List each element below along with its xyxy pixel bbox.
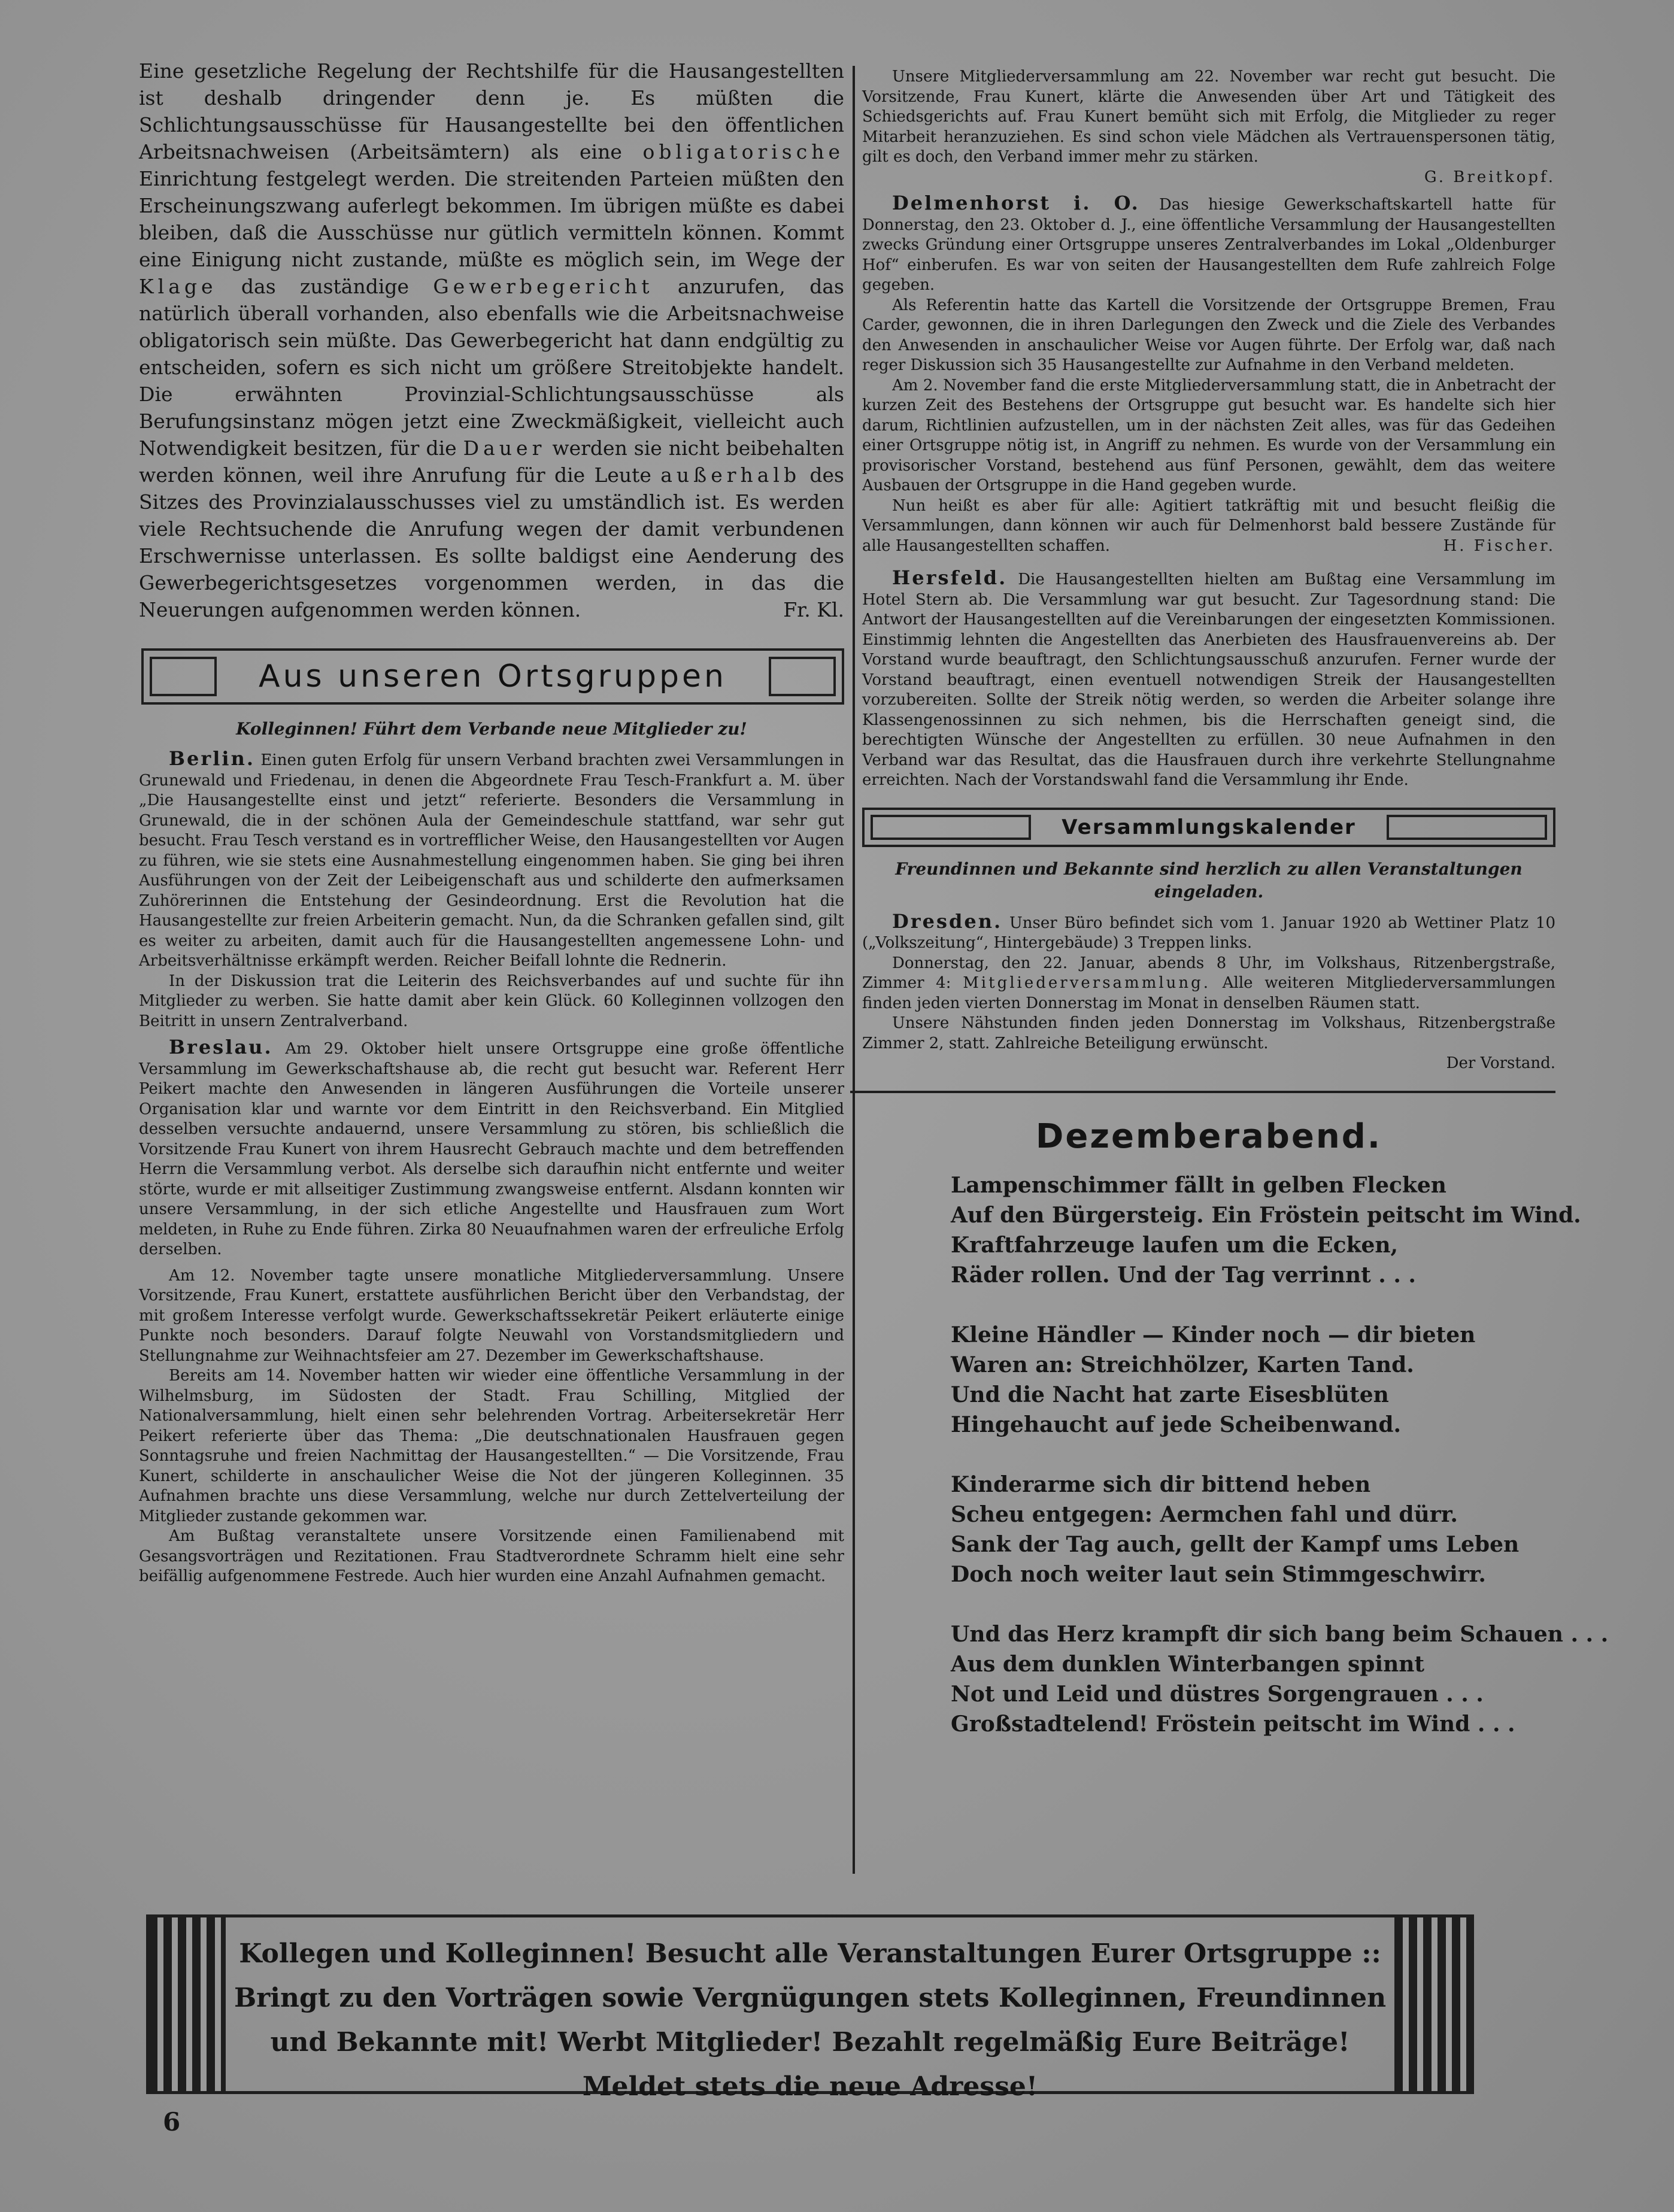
kalender-emphasis: Mitgliederversammlung. <box>963 974 1211 992</box>
poem-line: Kraftfahrzeuge laufen um die Ecken, <box>951 1232 1399 1258</box>
report-hersfeld <box>862 568 1555 791</box>
ornament-box <box>150 657 217 696</box>
poem-stanza <box>951 1170 1581 1290</box>
poem-line: Und das Herz krampft dir sich bang beim Schauen . . . <box>951 1621 1609 1647</box>
section-header-ortsgruppen <box>141 648 844 705</box>
article-text: werden sie nicht beibehalten werden können, weil ihre Anrufung für die Leute <box>139 436 844 487</box>
place-name: Dresden. <box>892 909 1003 933</box>
article-emphasis: Klage <box>139 275 217 298</box>
report-paragraph: Am Bußtag veranstaltete unsere Vorsitzende einen Familienabend mit Gesangsvorträgen und Rezitationen. Frau Stadtverordnete Schramm hielt eine sehr beifällig aufgenommene Festrede. Auch hier wurden eine Anzahl Aufnahmen gemacht. <box>139 1527 844 1585</box>
report-text: Nun heißt es aber für alle: Agitiert tatkräftig mit und besucht fleißig die Versammlungen, dann können wir auch für Delmenhorst bald bessere Zustände für alle Hausangestellten schaffen. <box>862 496 1555 555</box>
report-text: Das hiesige Gewerkschaftskartell hatte für Donnerstag, den 23. Oktober d. J., eine öffentliche Versammlung der Hausangestellten zwecks Gründung einer Ortsgruppe unseres Zentralverbandes im Lokal „Oldenburger Hof“ einberufen. Es war von seiten der Hausangestellten dem Rufe zahlreich Folge gegeben. <box>862 196 1556 294</box>
article-text: Einrichtung festgelegt werden. Die streitenden Parteien müßten den Erscheinungszwang auferlegt bekommen. Im übrigen müßte es dabei bleiben, daß die Ausschüsse nur gütlich vermitteln können. Kommt eine Einigung nicht zustande, müßte es möglich sein, im Wege der <box>139 167 844 271</box>
poem-line: Lampenschimmer fällt in gelben Flecken <box>951 1172 1446 1198</box>
report-text: Unsere Mitgliederversammlung am 22. November war recht gut besucht. Die Vorsitzende, Frau Kunert, klärte die Anwesenden über Art und Tätigkeit des Schiedsgerichts auf. Frau Kunert bemüht sich mit Erfolg, die Mitglieder zu reger Mitarbeit heranzuziehen. Es sind schon viele Mädchen als Vertrauenspersonen tätig, gilt es doch, den Verband immer mehr zu stärken. <box>862 68 1555 166</box>
report-signature: H. Fischer. <box>1443 536 1555 555</box>
section-title: Versammlungskalender <box>1062 815 1356 839</box>
poem-line: Scheu entgegen: Aermchen fahl und dürr. <box>951 1501 1458 1527</box>
poem-line: Hingehaucht auf jede Scheibenwand. <box>951 1412 1402 1437</box>
poem-line: Waren an: Streichhölzer, Karten Tand. <box>951 1352 1414 1377</box>
article-text: das zuständige <box>241 275 410 298</box>
place-name: Berlin. <box>169 747 255 770</box>
report-paragraph: Bereits am 14. November hatten wir wieder eine öffentliche Versammlung in der Wilhelmsburg, im Südosten der Stadt. Frau Schilling, Mitglied der Nationalversammlung, hielt einen sehr belehrenden Vortrag. Arbeitersekretär Herr Peikert referierte über das Thema: „Die deutschnationalen Hausfrauen gegen Sonntagsruhe und freien Nachmittag der Hausangestellten.“ — Die Vorsitzende, Frau Kunert, schilderte in anschaulicher Weise die Not der jüngeren Kolleginnen. 35 Aufnahmen brachte uns diese Versammlung, welche nur durch Zettelverteilung der Mitglieder zustande gekommen war. <box>139 1367 844 1525</box>
poem-line: Doch noch weiter laut sein Stimmgeschwirr. <box>951 1561 1486 1587</box>
kalender-text: Alle weiteren Mitgliederversammlungen finden jeden vierten Donnerstag im Monat in denselben Räumen statt. <box>862 974 1556 1012</box>
article-emphasis: Gewerbegericht <box>433 275 654 298</box>
article-text: des Sitzes des Provinzialausschusses viel zu umständlich ist. Es werden viele Rechtsuchende die Anrufung wegen der damit verbundenen Erschwernisse unterlassen. Es sollte baldigst eine Aenderung des Gewerbegerichtsgesetzes vorgenommen werden, in das die Neuerungen aufgenommen werden können. <box>139 463 844 621</box>
kalender-dresden <box>862 909 1555 954</box>
poem-line: Sank der Tag auch, gellt der Kampf ums Leben <box>951 1531 1520 1557</box>
section-rule <box>850 1091 1555 1093</box>
section-header-kalender <box>862 808 1555 847</box>
report-text: Einen guten Erfolg für unsern Verband brachten zwei Versammlungen in Grunewald und Friedenau, in denen die Abgeordnete Frau Tesch-Frankfurt a. M. über „Die Hausangestellte einst und jetzt“ referierte. Besonders die Versammlung in Grunewald, die in der schönen Aula der Gemeindeschule stattfand, war sehr gut besucht. Frau Tesch verstand es in vortrefflicher Weise, den Hausangestellten vor Augen zu führen, wie sie stets eine Ausnahmestellung eingenommen haben. Sie ging bei ihren Ausführungen von der Zeit der Leibeigenschaft aus und schilderte den aufmerksamen Zuhörerinnen die Entstehung der Gesindeordnung. Erst die Revolution hat die Hausangestellte zur freien Arbeiterin gemacht. Nun, da die Schranken gefallen sind, gilt es weiter zu arbeiten, damit auch für die Hausangestellten angemessene Lohn- und Arbeitsverhältnisse erkämpft werden. Reicher Beifall lohnte die Rednerin. <box>139 751 844 970</box>
ornament-box <box>871 815 1031 840</box>
kalender-text: Unser Büro befindet sich vom 1. Januar 1920 ab Wettiner Platz 10 („Volkszeitung“, Hintergebäude) 3 Treppen links. <box>862 914 1555 952</box>
report-paragraph: Als Referentin hatte das Kartell die Vorsitzende der Ortsgruppe Bremen, Frau Carder, gewonnen, die in ihren Darlegungen den Zweck und die Ziele des Verbandes den Anwesenden in anschaulicher Weise vor Augen führte. Der Erfolg war, daß nach reger Diskussion sich 35 Hausangestellte zur Aufnahme in den Verband meldeten. <box>862 296 1555 374</box>
poem-stanza <box>951 1470 1555 1589</box>
legal-article <box>139 57 844 623</box>
report-signature: G. Breitkopf. <box>1424 168 1555 186</box>
report-paragraph: Am 12. November tagte unsere monatliche Mitgliederversammlung. Unsere Vorsitzende, Frau Kunert, erstattete ausführlichen Bericht über den Verbandstag, der mit großem Interesse verfolgt wurde. Gewerkschaftssekretär Peikert erläuterte einige Punkte noch besonders. Darauf folgte Neuwahl von Vorstandsmitgliedern und Stellungnahme zur Weihnachtsfeier am 27. Dezember im Gewerkschaftshause. <box>139 1266 844 1365</box>
report-paragraph <box>862 496 1555 557</box>
article-text: anzurufen, das natürlich überall vorhanden, also ebenfalls wie die Arbeitsnachweise obligatorisch sein müßte. Das Gewerbegericht hat dann endgültig zu entscheiden, sofern es sich nicht um größere Streitobjekte handelt. Die erwähnten Provinzial-Schlichtungsausschüsse als Berufungsinstanz mögen jetzt eine Zweckmäßigkeit, vielleicht auch Notwendigkeit besitzen, für die <box>139 275 844 460</box>
article-text: Eine gesetzliche Regelung der Rechtshilfe für die Hausangestellten ist deshalb dringender denn je. Es müßten die Schlichtungsausschüsse für Hausangestellte bei den öffentlichen Arbeitsnachweisen (Arbeitsämtern) als eine <box>139 59 844 163</box>
poem-line: Aus dem dunklen Winterbangen spinnt <box>951 1651 1425 1677</box>
kalender-signature: Der Vorstand. <box>1446 1054 1555 1072</box>
kalender-text: Donnerstag, den 22. Januar, abends 8 Uhr, im Volkshaus, Ritzenbergstraße, Zimmer 4: <box>862 954 1555 992</box>
report-paragraph: In der Diskussion trat die Leiterin des Reichsverbandes auf und suchte für ihn Mitglieder zu werben. Sie hatte damit aber kein Glück. 60 Kolleginnen vollzogen den Beitritt in unsern Zentralverband. <box>139 972 844 1030</box>
article-signature: Fr. Kl. <box>783 598 844 621</box>
kalender-paragraph: Unsere Nähstunden finden jeden Donnerstag im Volkshaus, Ritzenbergstraße Zimmer 2, statt. Zahlreiche Beteiligung erwünscht. <box>862 1014 1555 1052</box>
poem-line: Not und Leid und düstres Sorgengrauen . . . <box>951 1681 1484 1707</box>
section-subtitle: Freundinnen und Bekannte sind herzlich zu allen Veranstaltungen eingeladen. <box>895 858 1523 902</box>
report-breslau <box>139 1037 844 1260</box>
right-column <box>862 67 1609 1769</box>
poem-line: Kinderarme sich dir bittend heben <box>951 1471 1371 1497</box>
poem-line: Auf den Bürgersteig. Ein Fröstein peitscht im Wind. <box>951 1202 1581 1228</box>
banner-stripes-right <box>1394 1917 1471 2091</box>
report-delmenhorst <box>862 193 1555 296</box>
poem-stanza <box>951 1619 1609 1739</box>
poem-line: Kleine Händler — Kinder noch — dir bieten <box>951 1322 1476 1348</box>
kalender-paragraph <box>862 954 1555 1014</box>
place-name: Hersfeld. <box>892 566 1008 589</box>
report-text: Am 29. Oktober hielt unsere Ortsgruppe eine große öffentliche Versammlung im Gewerkschaftshause ab, die recht gut besucht war. Referent Herr Peikert machte den Anwesenden in längeren Ausführungen die Vorteile unserer Organisation klar und warnte vor dem Eintritt in den Reichsverband. Ein Mitglied desselben versuchte andauernd, unsere Versammlung zu stören, bis schließlich die Vorsitzende Frau Kunert von ihrem Hausrecht Gebrauch machte und dem betreffenden Herrn die Versammlung verbot. Als derselbe sich daraufhin nicht entfernte und weiter störte, wurde er mit allseitiger Zustimmung zwangsweise entfernt. Alsdann konnten wir unsere Versammlung, in der sich etliche Angestellte und Hausfrauen zum Wort meldeten, in Ruhe zu Ende führen. Zirka 80 Neuaufnahmen waren der erfreuliche Erfolg derselben. <box>139 1040 844 1258</box>
section-title: Aus unseren Ortsgruppen <box>259 659 727 694</box>
report-text: Die Hausangestellten hielten am Bußtag eine Versammlung im Hotel Stern ab. Die Versammlung war gut besucht. Zur Tagesordnung stand: Die Antwort der Hausangestellten auf die Vereinbarungen der eingesetzten Kommissionen. Einstimmig lehnten die Angestellten das Anerbieten des Hausfrauenvereins ab. Der Vorstand wurde beauftragt, den Schlichtungsausschuß anzurufen. Ferner wurde der Vorstand beauftragt, einen eventuell notwendigen Streik der Hausangestellten vorzubereiten. Sollte der Streik nötig werden, so werden die Arbeiter solange ihre Klassengenossinnen zu sich nehmen, bis die Herrschaften geneigt sind, die berechtigten Wünsche der Angestellten zu erfüllen. 30 neue Aufnahmen in den Verband war das Resultat, das die Hausfrauen durch ihre verkehrte Stellungnahme erreichten. Nach der Vorstandswahl fand die Versammlung ihr Ende. <box>862 571 1556 789</box>
report-paragraph: Am 2. November fand die erste Mitgliederversammlung statt, die in Anbetracht der kurzen Zeit des Bestehens der Ortsgruppe gut besucht war. Es handelte sich hier darum, Richtlinien aufzustellen, um in der nächsten Zeit alles, was für das Gedeihen einer Ortsgruppe nötig ist, in Angriff zu nehmen. Es wurde von der Versammlung ein provisorischer Vorstand, bestehend aus fünf Personen, gewählt, dem das weitere Ausbauen der Ortsgruppe in die Hand gegeben wurde. <box>862 376 1555 494</box>
ornament-box <box>1387 815 1547 840</box>
poem-line: Und die Nacht hat zarte Eisesblüten <box>951 1382 1389 1407</box>
place-name: Delmenhorst i. O. <box>892 192 1140 214</box>
banner-text: Kollegen und Kolleginnen! Besucht alle Veranstaltungen Eurer Ortsgruppe :: Bringt zu den Vorträgen sowie Vergnügungen stets Kolleginnen, Freundinnen und Bekannte mit! Werbt Mitglieder! Bezahlt regelmäßig Eure Beiträge! Meldet stets die neue Adresse! <box>233 1938 1387 2102</box>
section-subtitle: Kolleginnen! Führt dem Verbande neue Mitglieder zu! <box>236 719 747 739</box>
banner-stripes-left <box>149 1917 226 2091</box>
article-emphasis: außerhalb <box>660 463 801 487</box>
left-column <box>139 57 844 1587</box>
page-number: 6 <box>163 2107 181 2137</box>
place-name: Breslau. <box>169 1036 273 1058</box>
poem-title: Dezemberabend. <box>1035 1116 1382 1156</box>
column-rule <box>853 66 855 1874</box>
report-berlin <box>139 749 844 972</box>
article-emphasis: Dauer <box>463 436 546 460</box>
report-breslau-continued <box>862 67 1555 168</box>
appeal-banner <box>146 1914 1474 2102</box>
poem-line: Großstadtelend! Fröstein peitscht im Wind . . . <box>951 1711 1515 1737</box>
ornament-box <box>769 657 836 696</box>
article-emphasis: obligatorische <box>642 140 845 163</box>
poem-line: Räder rollen. Und der Tag verrinnt . . . <box>951 1262 1416 1288</box>
poem <box>951 1170 1609 1739</box>
poem-stanza <box>951 1320 1555 1440</box>
